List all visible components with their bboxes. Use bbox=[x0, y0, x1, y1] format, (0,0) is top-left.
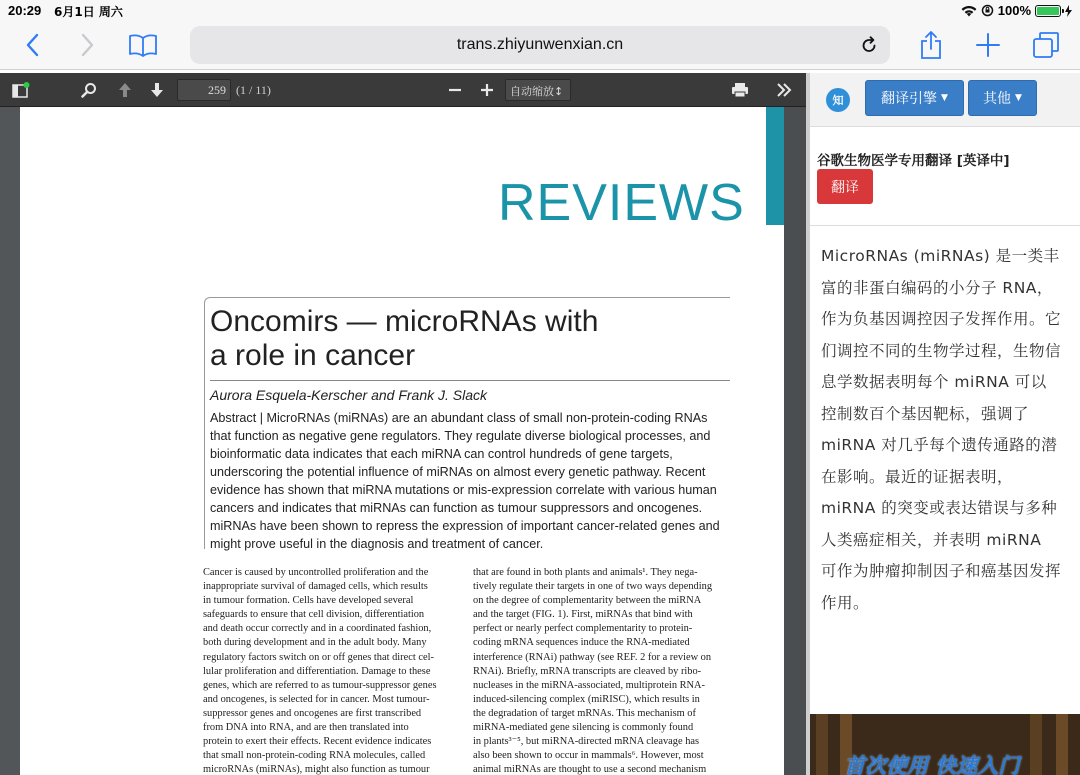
body-line: safeguards to ensure that cell division, differentiation bbox=[203, 609, 425, 621]
body-line: on the degree of complementarity between the miRNA bbox=[473, 595, 702, 607]
status-indicators bbox=[961, 3, 1072, 18]
body-line: lular proliferation and differentiation. Damage to these bbox=[203, 665, 431, 677]
search-icon bbox=[81, 82, 97, 98]
page-count: (1 / 11) bbox=[236, 83, 271, 97]
abstract-line: underscoring the potential influence of miRNAs on almost every genetic pathway. Recent bbox=[210, 465, 706, 479]
quick-start-text: 首次使用 快速入门 bbox=[844, 754, 1020, 775]
translation-line: 控制数百个基因靶标，强调了 bbox=[821, 404, 1030, 423]
bookmarks-button[interactable] bbox=[126, 28, 160, 62]
body-line: induced-silencing complex (miRISC), which results in bbox=[473, 693, 700, 705]
browser-toolbar bbox=[0, 22, 1080, 70]
translation-line: 作为负基因调控因子发挥作用。它 bbox=[821, 310, 1062, 328]
translation-line: miRNA 的突变或表达错误与多种 bbox=[821, 499, 1058, 517]
body-line: nucleases in the miRNA-associated, multiprotein RNA- bbox=[473, 679, 706, 691]
caret-down-icon: ▼ bbox=[941, 93, 948, 103]
forward-icon bbox=[81, 33, 95, 57]
sidebar-toggle-icon bbox=[12, 82, 30, 98]
abstract-line: might prove useful in the diagnosis and treatment of cancer. bbox=[210, 537, 544, 551]
abstract-line: Abstract | MicroRNAs (miRNAs) are an abundant class of small non-protein-coding RNAs bbox=[210, 411, 708, 425]
body-line: also been shown to occur in mammals⁶. However, most bbox=[473, 750, 704, 762]
translate-button[interactable]: 翻译 bbox=[817, 169, 873, 204]
body-line: tively regulate their targets in one of two ways depending bbox=[473, 581, 713, 593]
pdf-toolbar bbox=[0, 73, 806, 107]
zoom-select[interactable] bbox=[505, 79, 571, 101]
panel-header bbox=[810, 73, 1080, 127]
abstract-line: evidence has shown that miRNA mutations or mis-expression correlate with various human bbox=[210, 483, 717, 497]
translation-panel bbox=[810, 73, 1080, 775]
body-line: interference (RNAi) pathway (see REF. 2 for a review on bbox=[473, 651, 712, 663]
tools-button[interactable] bbox=[775, 81, 793, 99]
translation-line: 在影响。最近的证据表明， bbox=[821, 467, 1014, 486]
body-line: RNAi). Briefly, mRNA transcripts are cleaved by ribo- bbox=[473, 665, 702, 677]
body-line: protein to exert their effects. Recent evidence indicates bbox=[203, 736, 432, 748]
bookmarks-icon bbox=[128, 33, 158, 57]
body-column-right bbox=[473, 566, 729, 775]
arrow-down-icon bbox=[150, 82, 164, 98]
zoom-out-button[interactable] bbox=[446, 81, 464, 99]
tabs-icon bbox=[1032, 31, 1060, 59]
minus-icon bbox=[448, 83, 462, 97]
body-line: regulatory factors switch on or off genes that direct cel- bbox=[203, 651, 434, 663]
select-arrows-icon: ↕ bbox=[554, 85, 564, 98]
battery-percent: 100% bbox=[997, 3, 1031, 18]
body-line: animal miRNAs are thought to use a second mechanism bbox=[473, 764, 707, 775]
plus-icon bbox=[480, 83, 494, 97]
banner-decoration bbox=[1030, 714, 1042, 775]
body-line: that small non-protein-coding RNA molecules, called bbox=[203, 750, 426, 762]
body-line: in plants³⁻⁵, but miRNA-directed mRNA cleavage has bbox=[473, 736, 700, 748]
body-line: Cancer is caused by uncontrolled proliferation and the bbox=[203, 567, 429, 578]
journal-accent-bar bbox=[766, 107, 784, 225]
panel-divider bbox=[810, 225, 1080, 226]
body-line: inappropriate survival of damaged cells, which results bbox=[203, 581, 428, 593]
forward-button[interactable] bbox=[76, 28, 100, 62]
print-icon bbox=[731, 82, 749, 98]
body-line: the degradation of target mRNAs. This mechanism of bbox=[473, 707, 696, 719]
engine-dropdown-button[interactable] bbox=[865, 80, 964, 116]
body-line: miRNA-mediated gene silencing is commonly found bbox=[473, 722, 694, 734]
body-line: and oncogenes, is selected for in cancer. Most tumour- bbox=[203, 693, 430, 705]
translation-line: 息学数据表明每个 miRNA 可以 bbox=[821, 373, 1047, 391]
article-title-line: Oncomirs — microRNAs with bbox=[210, 305, 599, 338]
page-number-input[interactable]: 259 bbox=[177, 79, 231, 101]
banner-decoration bbox=[1056, 714, 1068, 775]
translation-line: MicroRNAs (miRNAs) 是一类丰 bbox=[821, 247, 1060, 265]
translation-line: 富的非蛋白编码的小分子 RNA， bbox=[821, 278, 1053, 297]
body-line: and the target (FIG. 1). First, miRNAs that bind with bbox=[473, 609, 693, 621]
translation-line: 们调控不同的生物学过程，生物信 bbox=[821, 341, 1062, 360]
body-line: genes, which are referred to as tumour-suppressor genes bbox=[203, 679, 437, 691]
body-line: that are found in both plants and animals¹. They nega- bbox=[473, 567, 698, 578]
pdf-viewer[interactable] bbox=[0, 107, 806, 775]
article-title-line: a role in cancer bbox=[210, 339, 416, 372]
body-line: both during development and in the adult body. Many bbox=[203, 637, 427, 649]
zoom-in-button[interactable] bbox=[478, 81, 496, 99]
reload-icon bbox=[860, 36, 878, 54]
status-bar bbox=[0, 0, 1080, 22]
translation-line: 人类癌症相关，并表明 miRNA bbox=[821, 530, 1042, 549]
body-line: suppressor genes and oncogenes are first transcribed bbox=[203, 707, 422, 719]
status-date: 6月1日 周六 bbox=[54, 5, 123, 19]
abstract-line: miRNAs have been shown to repress the expression of important cancer-related genes and bbox=[210, 519, 720, 533]
translation-line: miRNA 对几乎每个遗传通路的潜 bbox=[821, 436, 1058, 454]
find-button[interactable] bbox=[80, 81, 98, 99]
battery-fill bbox=[1037, 7, 1059, 15]
url-text: trans.zhiyunwenxian.cn bbox=[456, 36, 624, 53]
sidebar-toggle-button[interactable] bbox=[12, 81, 30, 99]
quick-start-banner[interactable] bbox=[810, 714, 1080, 775]
translation-line: 作用。 bbox=[821, 593, 870, 612]
other-dropdown-label: 其他 bbox=[983, 91, 1012, 107]
section-heading: REVIEWS bbox=[498, 174, 745, 232]
article-title bbox=[210, 305, 730, 373]
charging-icon bbox=[1065, 5, 1072, 17]
other-dropdown-button[interactable] bbox=[968, 80, 1037, 116]
address-bar[interactable] bbox=[190, 26, 890, 64]
title-divider bbox=[210, 380, 730, 381]
viewer-gutter bbox=[784, 107, 806, 775]
arrow-up-icon bbox=[118, 82, 132, 98]
status-time: 20:29 bbox=[8, 3, 42, 18]
caret-down-icon: ▼ bbox=[1015, 93, 1022, 103]
back-button[interactable] bbox=[20, 28, 44, 62]
body-line: in tumour formation. Cells have developed several bbox=[203, 595, 414, 607]
article-authors: Aurora Esquela-Kerscher and Frank J. Slack bbox=[210, 387, 488, 403]
new-tab-button[interactable] bbox=[974, 28, 1002, 62]
body-line: microRNAs (miRNAs), might also function as tumour bbox=[203, 764, 430, 775]
abstract-line: bioinformatic data indicates that each miRNA can control hundreds of gene targets, bbox=[210, 447, 673, 461]
next-page-button[interactable] bbox=[148, 81, 166, 99]
share-icon bbox=[919, 30, 943, 60]
pdf-page bbox=[20, 107, 784, 775]
new-tab-icon bbox=[976, 33, 1000, 57]
engine-dropdown-label: 翻译引擎 bbox=[881, 91, 938, 107]
previous-page-button[interactable] bbox=[116, 81, 134, 99]
translation-output bbox=[821, 241, 1075, 619]
translation-line: 可作为肿瘤抑制因子和癌基因发挥 bbox=[821, 562, 1062, 580]
article-abstract bbox=[210, 409, 730, 553]
body-line: coding mRNA sequences induce the RNA-mediated bbox=[473, 637, 690, 649]
zhiyun-logo: 知 bbox=[826, 88, 850, 112]
rotation-lock-icon bbox=[981, 4, 994, 17]
body-column-left bbox=[203, 566, 459, 775]
body-line: and death occur correctly and in a coordinated fashion, bbox=[203, 623, 432, 635]
share-button[interactable] bbox=[916, 28, 946, 62]
abstract-line: cancers and indicates that miRNAs can function as tumour suppressors and oncogenes. bbox=[210, 501, 703, 515]
body-line: perfect or nearly perfect complementarity to protein- bbox=[473, 623, 693, 635]
abstract-line: that function as negative gene regulators. They regulate diverse biological processes, and bbox=[210, 429, 711, 443]
back-icon bbox=[25, 33, 39, 57]
reload-button[interactable] bbox=[856, 32, 882, 58]
zoom-value: 自动缩放 bbox=[510, 85, 554, 98]
tabs-button[interactable] bbox=[1030, 28, 1062, 62]
wifi-icon bbox=[961, 5, 977, 17]
banner-decoration bbox=[816, 714, 828, 775]
battery-icon bbox=[1035, 5, 1061, 17]
body-line: from DNA into RNA, and are then translated into bbox=[203, 722, 409, 734]
print-button[interactable] bbox=[731, 81, 749, 99]
engine-label: 谷歌生物医学专用翻译 [英译中] bbox=[817, 153, 1010, 169]
double-chevron-right-icon bbox=[776, 83, 792, 97]
